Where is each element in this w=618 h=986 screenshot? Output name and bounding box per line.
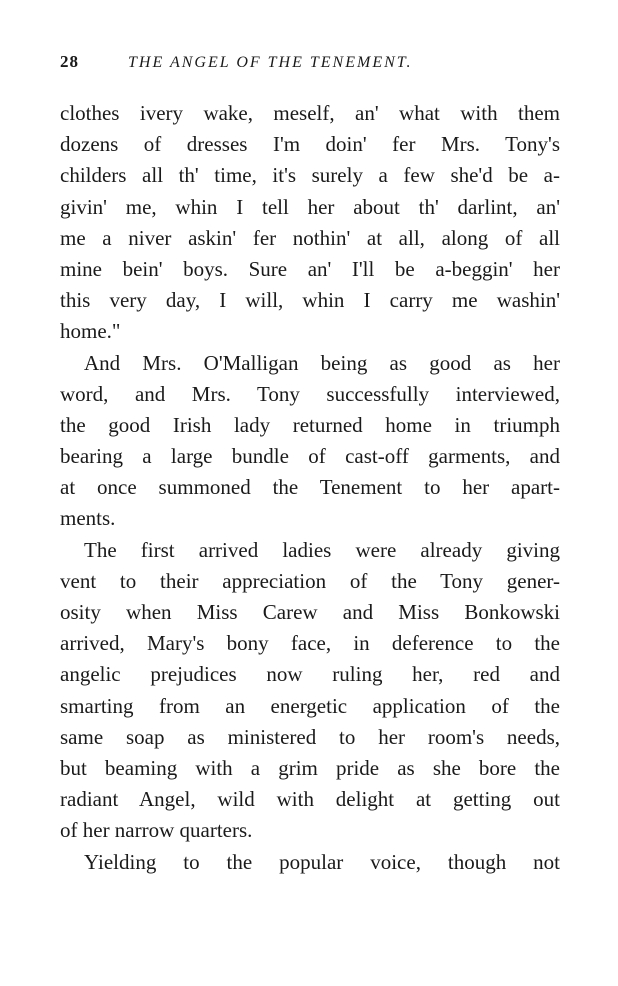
text-line: the good Irish lady returned home in triumph	[60, 412, 560, 437]
text-line: home."	[60, 319, 121, 344]
text-line: mine bein' boys. Sure an' I'll be a-beggin' her	[60, 256, 560, 281]
text-line: The first arrived ladies were already giving	[84, 537, 560, 562]
text-line: clothes ivery wake, meself, an' what with them	[60, 101, 560, 125]
text-line: bearing a large bundle of cast-off garments, and	[60, 444, 560, 469]
text-line: And Mrs. O'Malligan being as good as her	[84, 350, 560, 375]
text-line: me a niver askin' fer nothin' at all, along of all	[60, 225, 560, 250]
page-header	[60, 52, 560, 82]
text-line: of her narrow quarters.	[60, 818, 253, 843]
text-line: smarting from an energetic application of the	[60, 693, 560, 718]
text-line: ments.	[60, 506, 116, 531]
text-line: Yielding to the popular voice, though not	[84, 849, 560, 874]
text-line: but beaming with a grim pride as she bore the	[60, 755, 560, 780]
text-line: vent to their appreciation of the Tony gener-	[60, 568, 560, 593]
text-line: same soap as ministered to her room's needs,	[60, 724, 560, 749]
text-line: word, and Mrs. Tony successfully interviewed,	[60, 381, 560, 406]
text-line: angelic prejudices now ruling her, red and	[60, 662, 560, 687]
book-page	[60, 52, 560, 878]
text-line: arrived, Mary's bony face, in deference to the	[60, 631, 560, 656]
page-number: 28	[60, 52, 79, 71]
text-line: dozens of dresses I'm doin' fer Mrs. Tony's	[60, 132, 560, 157]
body-text	[60, 98, 560, 878]
text-line: this very day, I will, whin I carry me washin'	[60, 288, 560, 313]
running-title: THE ANGEL OF THE TENEMENT.	[128, 54, 413, 71]
text-line: osity when Miss Carew and Miss Bonkowski	[60, 600, 560, 624]
text-line: radiant Angel, wild with delight at getting out	[60, 787, 560, 812]
text-line: childers all th' time, it's surely a few she'd be a-	[60, 163, 560, 188]
text-line: givin' me, whin I tell her about th' darlint, an'	[60, 194, 560, 219]
text-line: at once summoned the Tenement to her apart-	[60, 475, 560, 500]
